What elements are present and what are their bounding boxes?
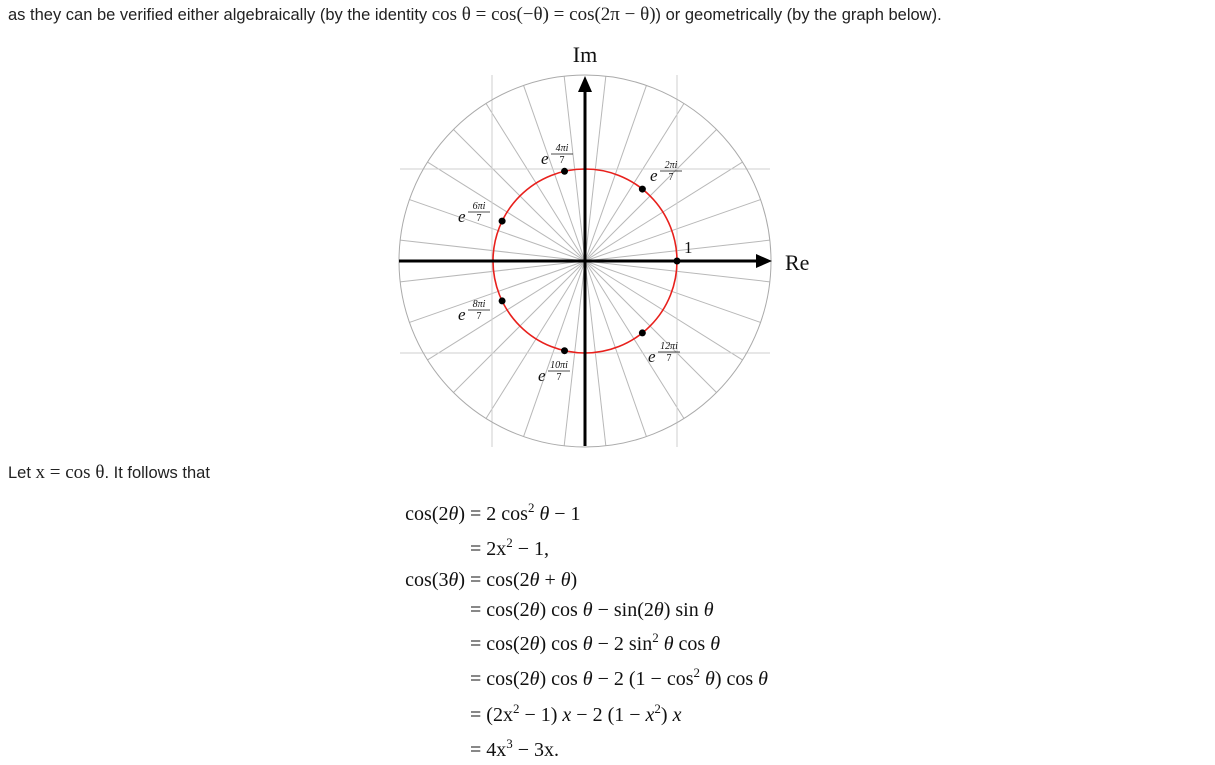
re-label: Re — [785, 250, 810, 275]
root-denominator: 7 — [476, 311, 482, 322]
imaginary-axis-arrow — [578, 76, 592, 92]
equation-rhs: = $4x^3 - 3x$. — [470, 736, 560, 761]
equation-rhs: = cos(2θ) cos θ − 2 $\sin^2 \theta$ cos θ — [470, 630, 721, 655]
equation-rhs: = cos(2θ) cos θ − 2 $(1 - \cos^2 \theta)$ cos θ — [470, 665, 768, 690]
root-base: e — [648, 347, 656, 366]
spoke-line — [585, 261, 646, 437]
root-numerator: 6πi — [472, 201, 486, 212]
equation-rhs: = cos(2θ) cos θ − sin(2θ) sin θ — [470, 599, 714, 621]
equation-lhs: cos(2θ) — [405, 503, 465, 525]
one-label: 1 — [684, 238, 693, 257]
spoke-line — [585, 129, 717, 261]
identity-formula: cos θ = cos(−θ) = cos(2π − θ) — [431, 4, 656, 25]
equation-lhs: cos(3θ) — [405, 569, 465, 591]
root-point-1 — [674, 258, 681, 265]
spoke-line — [585, 261, 761, 322]
root-point — [639, 186, 646, 193]
equation-rhs: = 2 $\cos^2 \theta - 1$ — [470, 500, 581, 525]
equation-rhs: = cos(2θ + θ) — [470, 569, 578, 591]
root-base: e — [458, 305, 466, 324]
let-prefix: Let — [8, 464, 36, 482]
root-point — [561, 168, 568, 175]
root-numerator: 2πi — [664, 160, 678, 171]
intro-text-before: as they can be verified either algebraically (by the identity — [8, 6, 432, 24]
root-base: e — [458, 207, 466, 226]
let-expr: x = cos θ — [35, 462, 105, 483]
root-denominator: 7 — [476, 213, 482, 224]
equation-rhs: = $2x^2 - 1$, — [470, 535, 550, 560]
root-base: e — [541, 149, 549, 168]
spoke-line — [524, 85, 585, 261]
intro-text-after: ) or geometrically (by the graph below). — [655, 6, 942, 24]
root-point — [639, 329, 646, 336]
root-numerator: 4πi — [555, 143, 569, 154]
let-suffix: . It follows that — [104, 464, 210, 482]
im-label: Im — [572, 42, 598, 67]
spoke-line — [524, 261, 585, 437]
root-numerator: 10πi — [550, 360, 568, 371]
equation-rhs: = $(2x^2 - 1) x - 2$ $(1 - x^2)$ x — [470, 701, 682, 726]
spoke-line — [585, 261, 717, 393]
root-point — [561, 347, 568, 354]
spoke-line — [409, 261, 585, 322]
root-point — [499, 297, 506, 304]
root-label — [541, 143, 573, 168]
root-denominator: 7 — [666, 353, 672, 364]
spoke-line — [453, 261, 585, 393]
root-base: e — [538, 366, 546, 385]
root-denominator: 7 — [668, 172, 674, 183]
root-denominator: 7 — [559, 155, 565, 166]
root-point — [499, 218, 506, 225]
spoke-line — [585, 200, 761, 261]
root-numerator: 12πi — [660, 341, 678, 352]
spoke-line — [409, 200, 585, 261]
real-axis-arrow — [756, 254, 772, 268]
root-denominator: 7 — [556, 372, 562, 383]
root-label — [538, 360, 570, 385]
root-numerator: 8πi — [472, 299, 486, 310]
let-paragraph — [8, 463, 210, 483]
unit-circle-figure — [385, 38, 825, 453]
spoke-line — [585, 85, 646, 261]
root-base: e — [650, 166, 658, 185]
intro-paragraph — [8, 5, 942, 25]
root-label — [458, 299, 490, 324]
